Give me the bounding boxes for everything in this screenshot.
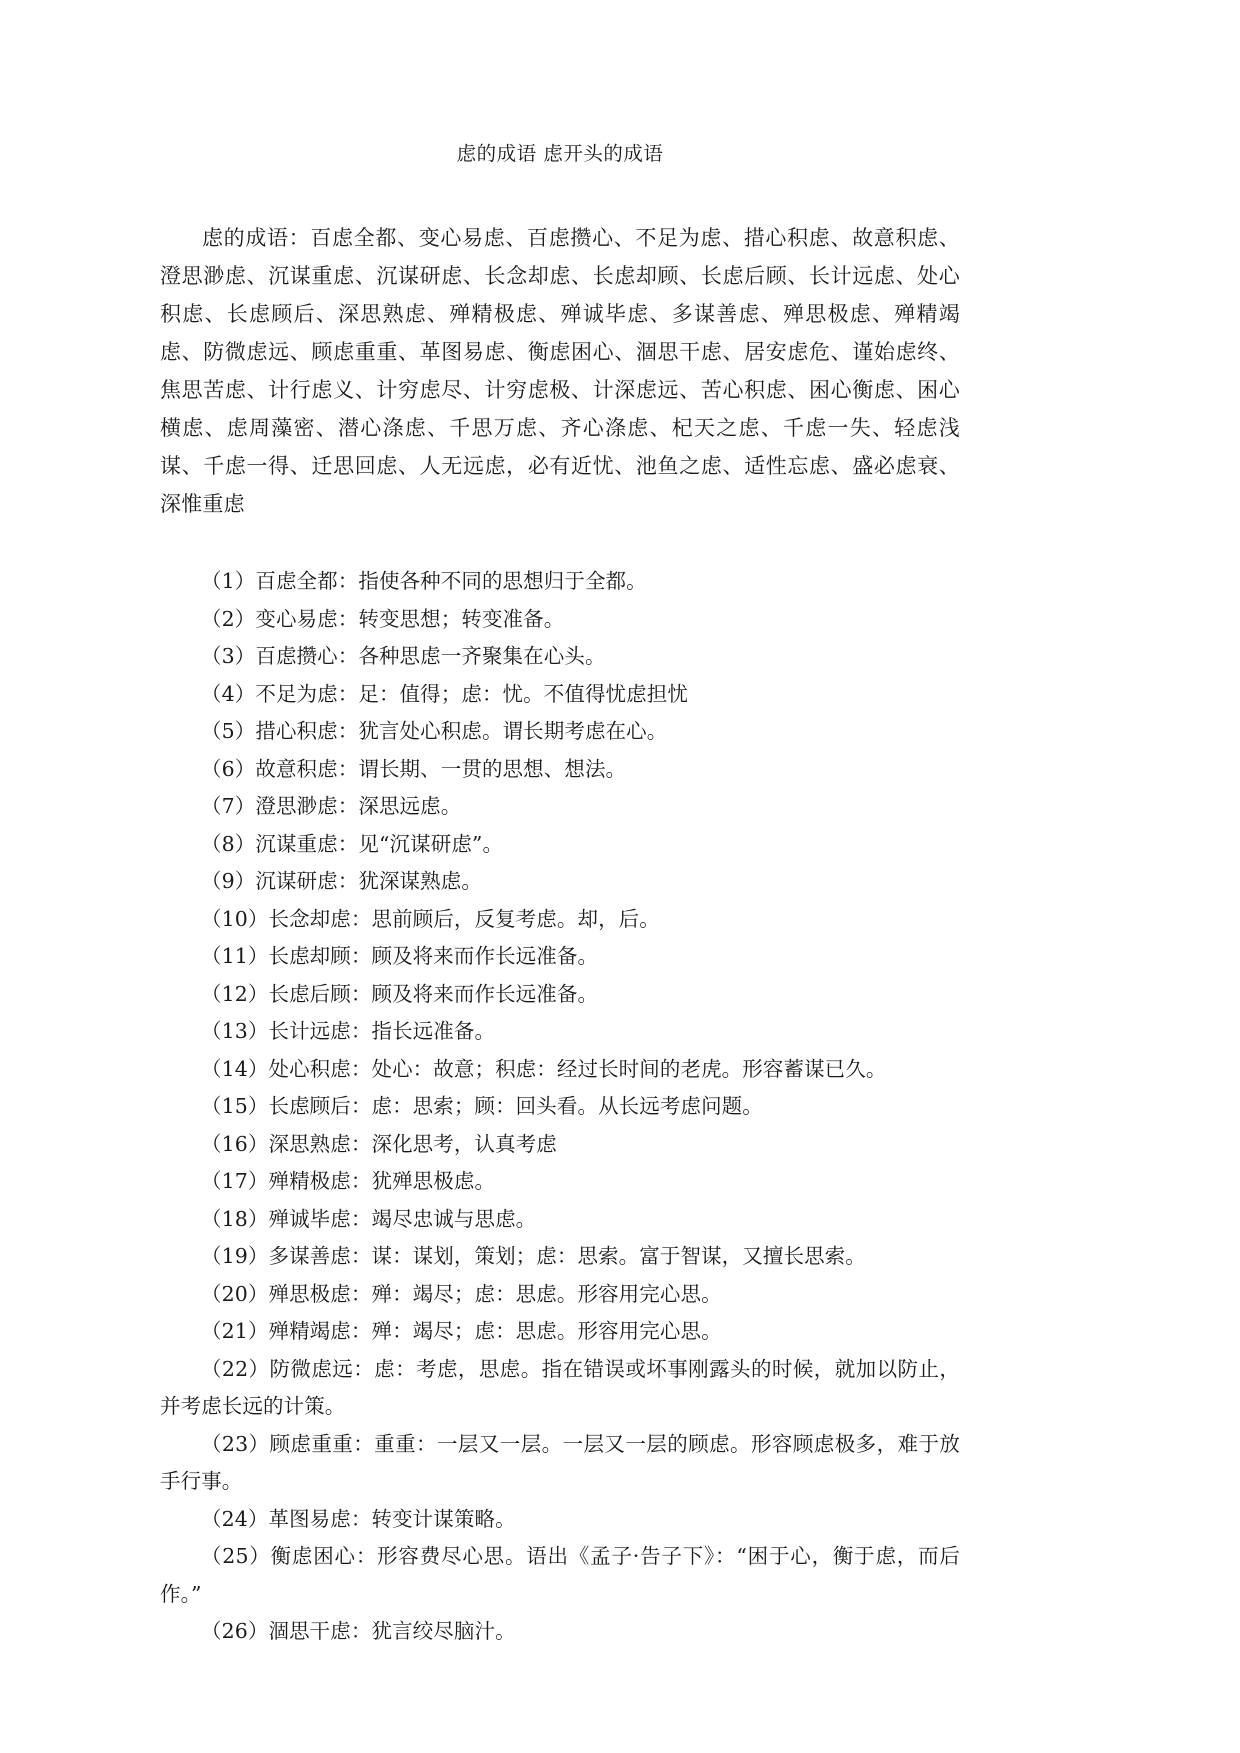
definition-list xyxy=(160,523,960,1651)
list-item: （1）百虑全都：指使各种不同的思想归于全都。 xyxy=(201,569,647,594)
list-item: （8）沉谋重虑：见“沉谋研虑”。 xyxy=(201,831,504,856)
list-item: （10）长念却虑：思前顾后，反复考虑。却，后。 xyxy=(201,906,660,931)
list-item: （19）多谋善虑：谋：谋划，策划；虑：思索。富于智谋，又擅长思索。 xyxy=(201,1244,866,1269)
list-item: （4）不足为虑：足：值得；虑：忧。不值得忧虑担忧 xyxy=(201,681,688,706)
list-item: （23）顾虑重重：重重：一层又一层。一层又一层的顾虑。形容顾虑极多，难于放手行事。 xyxy=(160,1431,960,1494)
document-body xyxy=(160,0,960,1651)
list-item: （9）沉谋研虑：犹深谋熟虑。 xyxy=(201,869,482,894)
list-item: （13）长计远虑：指长远准备。 xyxy=(201,1019,496,1044)
list-item: （16）深思熟虑：深化思考，认真考虑 xyxy=(201,1131,557,1156)
list-item: （7）澄思渺虑：深思远虑。 xyxy=(201,794,462,819)
list-item: （2）变心易虑：转变思想；转变准备。 xyxy=(201,606,565,631)
list-item: （24）革图易虑：转变计谋策略。 xyxy=(201,1506,516,1531)
list-item: （26）涸思干虑：犹言绞尽脑汁。 xyxy=(201,1619,516,1644)
list-item: （15）长虑顾后：虑：思索；顾：回头看。从长远考虑问题。 xyxy=(201,1094,763,1119)
list-item: （20）殚思极虑：殚：竭尽；虑：思虑。形容用完心思。 xyxy=(201,1281,722,1306)
list-item: （25）衡虑困心：形容费尽心思。语出《孟子·告子下》：“困于心，衡于虑，而后作。” xyxy=(160,1544,960,1606)
list-item: （12）长虑后顾：顾及将来而作长远准备。 xyxy=(201,981,599,1006)
page-title: 虑的成语 虑开头的成语 xyxy=(456,142,664,165)
list-item: （11）长虑却顾：顾及将来而作长远准备。 xyxy=(201,944,599,969)
list-item: （14）处心积虑：处心：故意；积虑：经过长时间的老虎。形容蓄谋已久。 xyxy=(201,1056,887,1081)
list-item: （22）防微虑远：虑：考虑，思虑。指在错误或坏事刚露头的时候，就加以防止，并考虑长远的计策。 xyxy=(160,1356,960,1419)
list-item: （21）殚精竭虑：殚：竭尽；虑：思虑。形容用完心思。 xyxy=(201,1319,722,1344)
list-item: （3）百虑攒心：各种思虑一齐聚集在心头。 xyxy=(201,644,606,669)
intro-paragraph: 虑的成语：百虑全都、变心易虑、百虑攒心、不足为虑、措心积虑、故意积虑、澄思渺虑、沉谋重虑、沉谋研虑、长念却虑、长虑却顾、长虑后顾、长计远虑、处心积虑、长虑顾后、深思熟虑、殚精极虑、殚诚毕虑、多谋善虑、殚思极虑、殚精竭虑、防微虑远、顾虑重重、革图易虑、衡虑困心、涸思干虑、居安虑危、谨始虑终、焦思苦虑、计行虑义、计穷虑尽、计穷虑极、计深虑远、苦心积虑、困心衡虑、困心横虑、虑周藻密、潜心涤虑、千思万虑、齐心涤虑、杞天之虑、千虑一失、轻虑浅谋、千虑一得、迁思回虑、人无远虑，必有近忧、池鱼之虑、适性忘虑、盛必虑衰、深惟重虑 xyxy=(160,226,960,517)
list-item: （5）措心积虑：犹言处心积虑。谓长期考虑在心。 xyxy=(201,719,668,744)
list-item: （18）殚诚毕虑：竭尽忠诚与思虑。 xyxy=(201,1206,537,1231)
list-item: （17）殚精极虑：犹殚思极虑。 xyxy=(201,1169,496,1194)
list-item: （6）故意积虑：谓长期、一贯的思想、想法。 xyxy=(201,756,627,781)
